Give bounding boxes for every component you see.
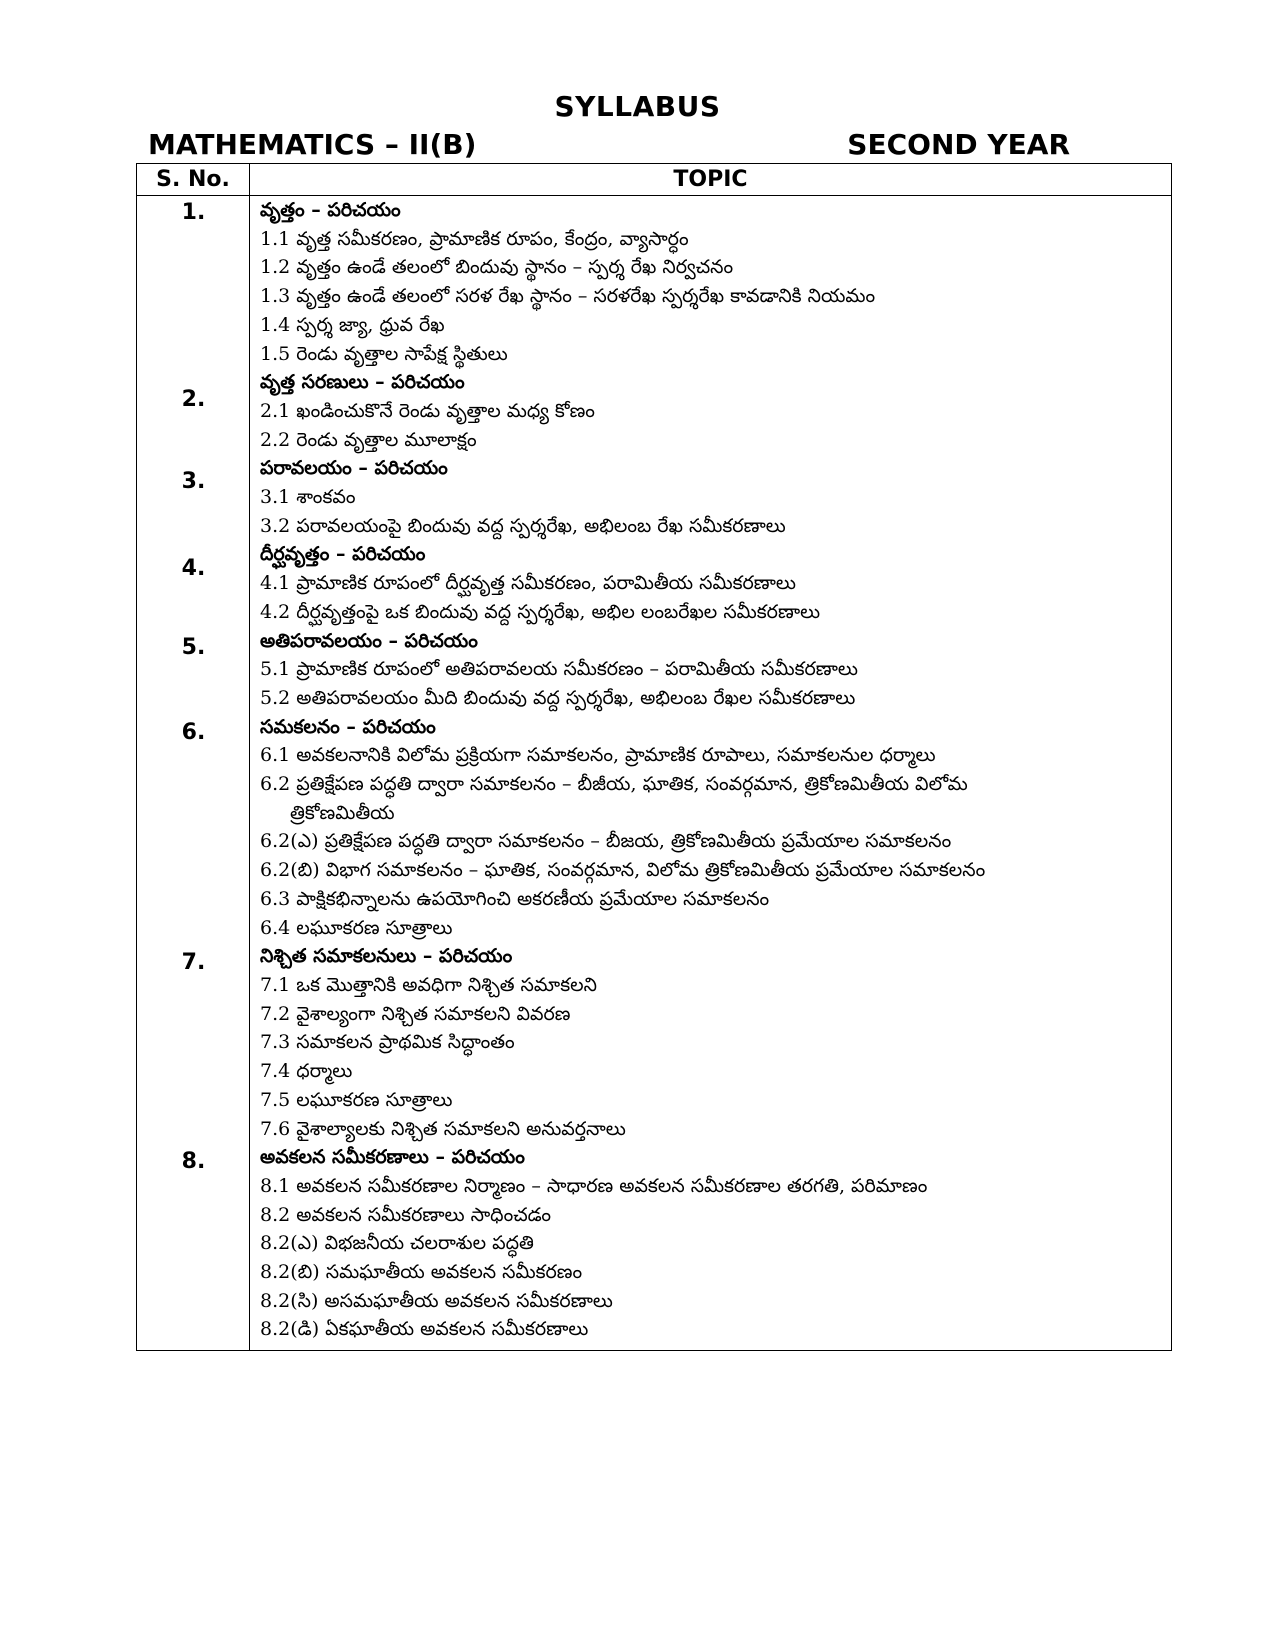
unit-number: 2. xyxy=(181,387,206,412)
unit-heading: వృత్త సరణులు – పరిచయం xyxy=(260,371,465,394)
topic-item: 1.1 వృత్త సమీకరణం, ప్రామాణిక రూపం, కేంద్రం, వ్యాసార్ధం xyxy=(260,227,689,250)
syllabus-table xyxy=(136,163,1172,1351)
topic-item: 6.2(ఎ) ప్రతిక్షేపణ పద్ధతి ద్వారా సమాకలనం – బీజయ, త్రికోణమితీయ ప్రమేయాల సమాకలనం xyxy=(260,830,952,853)
topic-cell xyxy=(250,196,1172,1351)
topic-item: 7.5 లఘూకరణ సూత్రాలు xyxy=(260,1088,453,1111)
unit-heading: పరావలయం – పరిచయం xyxy=(260,457,448,480)
topic-item: 8.2(ఎ) విభజనీయ చలరాశుల పద్ధతి xyxy=(260,1232,534,1255)
unit-heading: నిశ్చిత సమాకలనులు – పరిచయం xyxy=(260,945,513,968)
unit-heading: అతిపరావలయం – పరిచయం xyxy=(260,629,478,652)
topic-item: 7.6 వైశాల్యాలకు నిశ్చిత సమాకలని అనువర్తనాలు xyxy=(260,1117,626,1140)
topic-item: 2.2 రెండు వృత్తాల మూలాక్షం xyxy=(260,428,477,451)
topic-item: 8.2(సి) అసమఘాతీయ అవకలన సమీకరణాలు xyxy=(260,1289,613,1312)
sno-column-header: S. No. xyxy=(137,164,250,196)
topic-item: 8.2 అవకలన సమీకరణాలు సాధించడం xyxy=(260,1203,552,1226)
unit-heading: అవకలన సమీకరణాలు – పరిచయం xyxy=(260,1146,525,1169)
unit-number: 8. xyxy=(181,1149,206,1174)
topic-item: 7.2 వైశాల్యంగా నిశ్చిత సమాకలని వివరణ xyxy=(260,1002,571,1025)
topic-item: 5.2 అతిపరావలయం మీది బిందువు వద్ద స్పర్శరేఖ, అభిలంబ రేఖల సమీకరణాలు xyxy=(260,686,856,709)
year-label: SECOND YEAR xyxy=(847,128,1070,161)
topic-item-continuation: త్రికోణమితీయ xyxy=(290,801,395,824)
topic-item: 1.5 రెండు వృత్తాల సాపేక్ష స్థితులు xyxy=(260,342,508,365)
page-title: SYLLABUS xyxy=(554,90,721,123)
topic-item: 7.1 ఒక మొత్తానికి అవధిగా నిశ్చిత సమాకలని xyxy=(260,973,597,996)
unit-number: 3. xyxy=(181,469,206,494)
unit-number: 7. xyxy=(181,950,206,975)
subject-title: MATHEMATICS – II(B) xyxy=(148,128,477,161)
topic-item: 6.2 ప్రతిక్షేపణ పద్ధతి ద్వారా సమాకలనం – బీజీయ, ఘాతిక, సంవర్గమాన, త్రికోణమితీయ విలోమ xyxy=(260,773,968,796)
subheader xyxy=(148,128,1070,162)
topic-item: 4.1 ప్రామాణిక రూపంలో దీర్ఘవృత్త సమీకరణం, పరామితీయ సమీకరణాలు xyxy=(260,572,796,595)
topic-column-header: TOPIC xyxy=(250,164,1172,196)
table-body-row xyxy=(137,196,1172,1351)
topic-item: 1.2 వృత్తం ఉండే తలంలో బిందువు స్థానం – స్పర్శ రేఖ నిర్వచనం xyxy=(260,256,734,279)
topic-item: 7.3 సమాకలన ప్రాథమిక సిద్ధాంతం xyxy=(260,1031,515,1054)
topic-item: 8.2(బి) సమఘాతీయ అవకలన సమీకరణం xyxy=(260,1261,583,1284)
topic-item: 3.2 పరావలయంపై బిందువు వద్ద స్పర్శరేఖ, అభిలంబ రేఖ సమీకరణాలు xyxy=(260,514,786,537)
unit-number: 4. xyxy=(181,556,206,581)
topic-item: 6.4 లఘూకరణ సూత్రాలు xyxy=(260,916,453,939)
topic-item: 1.4 స్పర్శ జ్యా, ధ్రువ రేఖ xyxy=(260,313,445,336)
table-header-row xyxy=(137,164,1172,196)
unit-heading: దీర్ఘవృత్తం – పరిచయం xyxy=(260,543,426,566)
topic-item: 7.4 ధర్మాలు xyxy=(260,1060,353,1083)
unit-heading: వృత్తం – పరిచయం xyxy=(260,199,401,221)
unit-heading: సమకలనం – పరిచయం xyxy=(260,715,436,738)
unit-number: 1. xyxy=(181,200,206,225)
topic-item: 6.3 పాక్షికభిన్నాలను ఉపయోగించి అకరణీయ ప్రమేయాల సమాకలనం xyxy=(260,887,770,910)
topic-item: 6.2(బి) విభాగ సమాకలనం – ఘాతిక, సంవర్గమాన, విలోమ త్రికోణమితీయ ప్రమేయాల సమాకలనం xyxy=(260,859,986,882)
topic-item: 6.1 అవకలనానికి విలోమ ప్రక్రియగా సమాకలనం, ప్రామాణిక రూపాలు, సమాకలనుల ధర్మాలు xyxy=(260,744,936,767)
topic-item: 2.1 ఖండించుకొనే రెండు వృత్తాల మధ్య కోణం xyxy=(260,399,595,422)
topic-item: 8.1 అవకలన సమీకరణాల నిర్మాణం – సాధారణ అవకలన సమీకరణాల తరగతి, పరిమాణం xyxy=(260,1174,928,1197)
unit-number: 6. xyxy=(181,720,206,745)
topic-item: 1.3 వృత్తం ఉండే తలంలో సరళ రేఖ స్థానం – సరళరేఖ స్పర్శరేఖ కావడానికి నియమం xyxy=(260,285,876,308)
topic-item: 5.1 ప్రామాణిక రూపంలో అతిపరావలయ సమీకరణం – పరామితీయ సమీకరణాలు xyxy=(260,658,858,681)
topic-item: 4.2 దీర్ఘవృత్తంపై ఒక బిందువు వద్ద స్పర్శరేఖ, అభిల లంబరేఖల సమీకరణాలు xyxy=(260,600,821,623)
unit-number: 5. xyxy=(181,635,206,660)
sno-cell xyxy=(137,196,250,1351)
topic-item: 8.2(డి) ఏకఘాతీయ అవకలన సమీకరణాలు xyxy=(260,1318,589,1341)
topic-item: 3.1 శాంకవం xyxy=(260,486,356,509)
